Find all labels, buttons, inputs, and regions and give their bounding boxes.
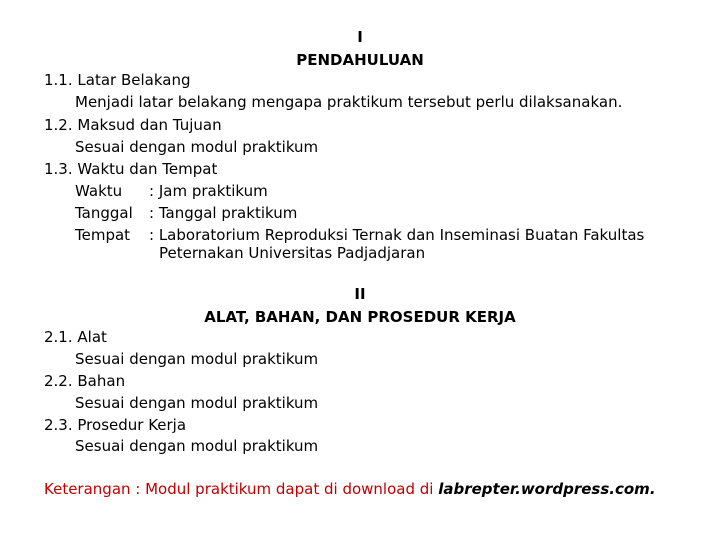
detail-value-continuation: Peternakan Universitas Padjadjaran bbox=[159, 244, 426, 262]
detail-value: : Laboratorium Reproduksi Ternak dan Inseminasi Buatan Fakultas bbox=[149, 226, 645, 244]
detail-label: Tanggal bbox=[75, 204, 133, 222]
section-heading: 2.2. Bahan bbox=[44, 372, 126, 390]
section-body: Sesuai dengan modul praktikum bbox=[75, 350, 319, 368]
chapter-2-title: ALAT, BAHAN, DAN PROSEDUR KERJA bbox=[204, 308, 516, 326]
chapter-1-number: I bbox=[357, 28, 363, 46]
detail-row-tanggal bbox=[75, 202, 297, 224]
chapter-2-number: II bbox=[354, 285, 366, 303]
section-body: Sesuai dengan modul praktikum bbox=[75, 437, 319, 455]
detail-label: Waktu bbox=[75, 182, 123, 200]
detail-value: : Jam praktikum bbox=[149, 182, 268, 200]
section-body: Sesuai dengan modul praktikum bbox=[75, 138, 319, 156]
section-heading: 2.3. Prosedur Kerja bbox=[44, 416, 187, 434]
section-body: Menjadi latar belakang mengapa praktikum tersebut perlu dilaksanakan. bbox=[75, 93, 623, 111]
detail-label: Tempat bbox=[75, 226, 131, 244]
detail-value: : Tanggal praktikum bbox=[149, 204, 298, 222]
section-heading: 1.3. Waktu dan Tempat bbox=[44, 160, 218, 178]
footnote-link[interactable]: labrepter.wordpress.com. bbox=[438, 480, 656, 498]
detail-row-waktu bbox=[75, 180, 268, 202]
section-heading: 1.2. Maksud dan Tujuan bbox=[44, 116, 222, 134]
chapter-1-title: PENDAHULUAN bbox=[296, 51, 424, 69]
footnote bbox=[44, 478, 656, 500]
section-body: Sesuai dengan modul praktikum bbox=[75, 394, 319, 412]
footnote-text: Keterangan : Modul praktikum dapat di download di bbox=[44, 480, 439, 498]
section-heading: 1.1. Latar Belakang bbox=[44, 71, 191, 89]
section-heading: 2.1. Alat bbox=[44, 328, 107, 346]
